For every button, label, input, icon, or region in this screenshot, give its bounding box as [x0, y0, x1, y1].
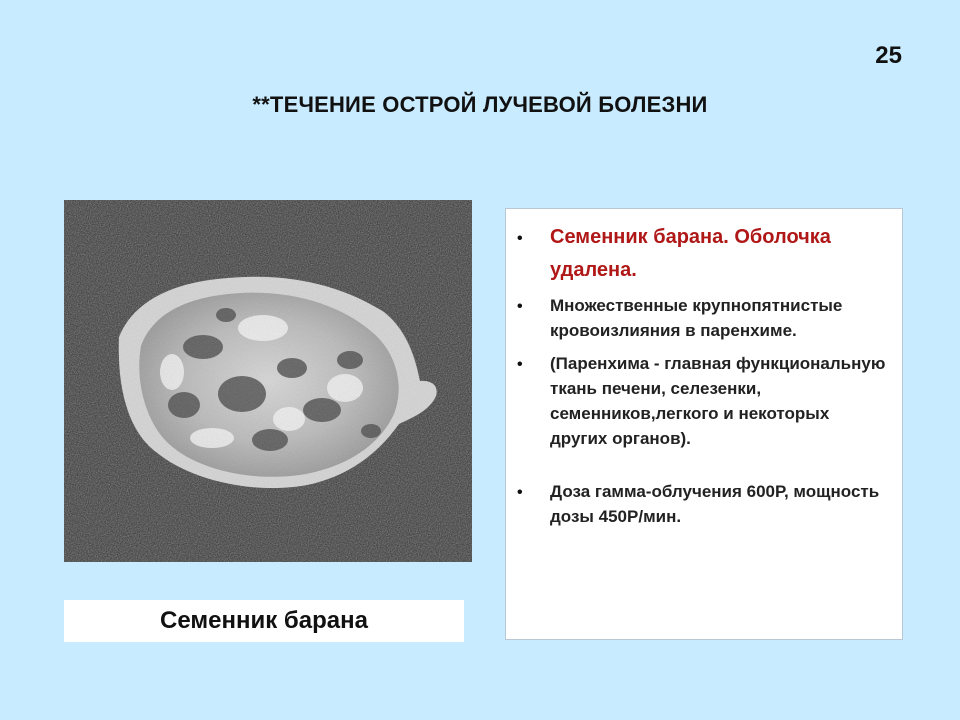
photo-caption: Семенник барана: [64, 600, 464, 642]
slide-title: **ТЕЧЕНИЕ ОСТРОЙ ЛУЧЕВОЙ БОЛЕЗНИ: [252, 92, 708, 117]
bullet-dot-icon: •: [517, 230, 523, 247]
ram-testis-photo: [64, 200, 472, 562]
bullet-text: (Паренхима - главная функциональную ткань печени, селезенки, семенников,легкого и некоторых других органов).: [550, 354, 886, 448]
bullet-item: [517, 479, 886, 529]
bullet-text: Доза гамма-облучения 600Р, мощность дозы 450Р/мин.: [550, 482, 880, 526]
bullet-dot-icon: •: [517, 356, 523, 373]
slide-number: 25: [875, 42, 902, 69]
bullet-list: [506, 209, 902, 529]
description-box: [505, 208, 903, 640]
bullet-text: Множественные крупнопятнистые кровоизлияния в паренхиме.: [550, 296, 843, 340]
bullet-item: [517, 221, 886, 287]
bullet-item: [517, 293, 886, 343]
bullet-dot-icon: •: [517, 484, 523, 501]
bullet-text: Семенник барана. Оболочка удалена.: [550, 226, 831, 281]
bullet-item: [517, 351, 886, 451]
bullet-dot-icon: •: [517, 298, 523, 315]
